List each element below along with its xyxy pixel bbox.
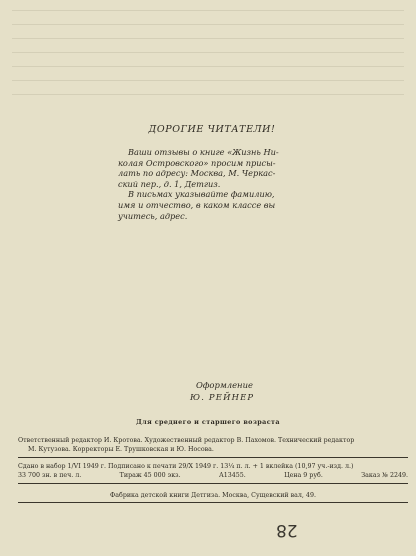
editors-line: М. Кутузова. Корректоры Е. Трушковская и Ю. Носова. <box>28 446 214 453</box>
notice-line: В письмах указывайте фамилию, <box>128 189 275 200</box>
design-label: Оформление <box>196 380 253 390</box>
price: Цена 9 руб. <box>284 472 323 479</box>
order-number: Заказ № 2249. <box>361 472 408 479</box>
divider <box>18 483 408 484</box>
notice-line: колая Островского» просим присы- <box>118 157 276 168</box>
divider <box>18 457 408 458</box>
age-group: Для среднего и старшего возраста <box>136 418 280 426</box>
notice-line: Ваши отзывы о книге «Жизнь Ни- <box>128 147 279 157</box>
censor-code: А13455. <box>218 472 246 479</box>
print-run: Тираж 45 000 экз. <box>119 472 181 479</box>
editors-credits <box>18 436 408 454</box>
notice-title: ДОРОГИЕ ЧИТАТЕЛИ! <box>148 124 276 135</box>
print-dates-line: Сдано в набор 1/VI 1949 г. Подписано к печати 29/X 1949 г. 13¼ п. л. + 1 вклейка (10,97 уч.-изд. л.) <box>18 463 354 470</box>
design-credit <box>190 380 310 402</box>
notice-line: имя и отчество, в каком классе вы <box>118 199 276 210</box>
print-stats <box>18 471 408 480</box>
notice-paragraph-address <box>118 147 314 189</box>
notice-line: учитесь, адрес. <box>118 210 188 221</box>
imprint-block <box>18 418 408 503</box>
notice-line: ский пер., д. 1, Детгиз. <box>118 178 221 189</box>
readers-notice <box>118 124 314 221</box>
editors-line: Ответственный редактор И. Кротова. Художественный редактор В. Пахомов. Технический редактор <box>18 437 355 444</box>
notice-line: лать по адресу: Москва, М. Черкас- <box>118 168 276 179</box>
printing-house: Фабрика детской книги Детгиза. Москва, Сущевский вал, 49. <box>110 492 316 499</box>
page-number: 28 <box>276 520 298 540</box>
chars-per-sheet: 33 700 зн. в печ. л. <box>18 472 82 479</box>
notice-paragraph-instructions <box>118 189 314 221</box>
designer-name: Ю. РЕЙНЕР <box>190 392 255 402</box>
show-through-text <box>0 0 416 120</box>
print-details <box>18 462 408 471</box>
divider <box>18 502 408 503</box>
